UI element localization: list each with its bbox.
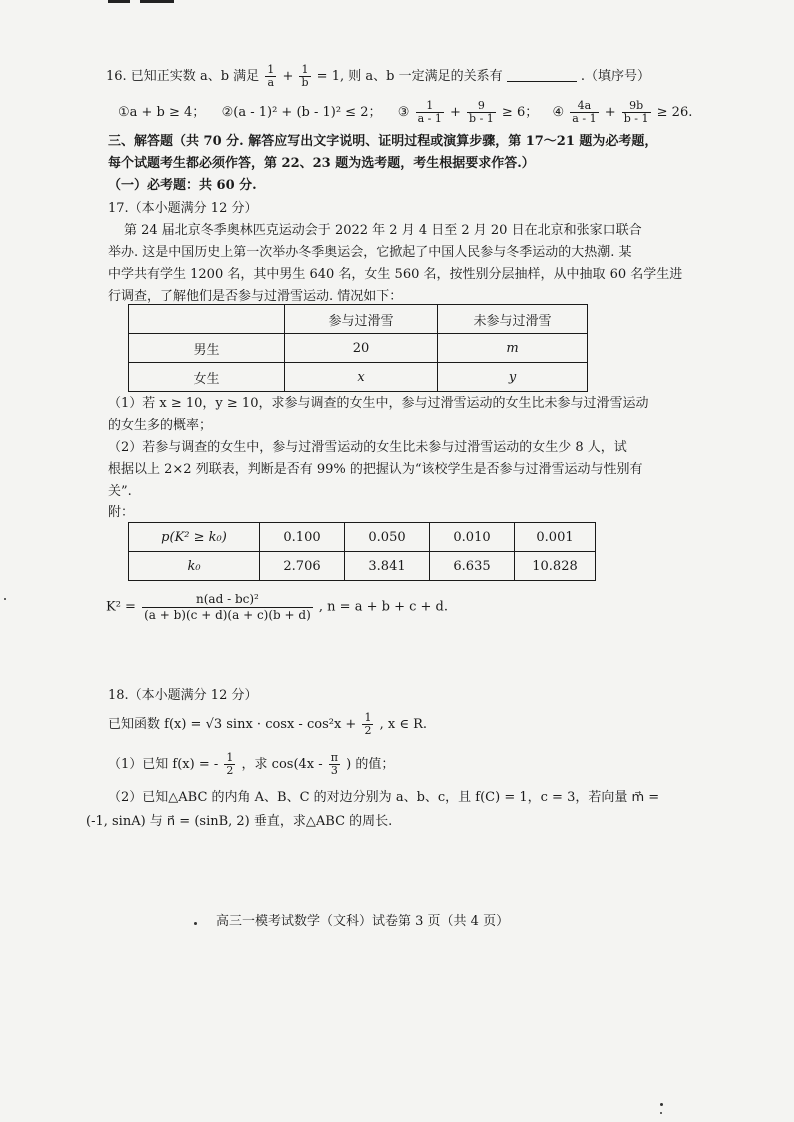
table-cell: x — [285, 363, 438, 392]
q17-part1-cont: 的女生多的概率； — [108, 418, 213, 433]
scan-mark — [140, 0, 174, 3]
fraction — [224, 752, 235, 777]
appendix-label: 附： — [108, 505, 135, 520]
formula-tail: , n = a + b + c + d. — [318, 599, 448, 615]
scan-speck — [4, 598, 6, 600]
q18-part2: （2）已知△ABC 的内角 A、B、C 的对边分别为 a、b、c，且 f(C) = 1，c = 3，若向量 m⃗ = — [108, 790, 660, 805]
denominator: b - 1 — [623, 112, 649, 125]
q18-function — [108, 712, 427, 737]
q18-part1 — [108, 752, 394, 777]
denominator: 2 — [226, 764, 234, 777]
table-header-cell — [129, 305, 285, 334]
denominator: 2 — [364, 724, 372, 737]
denominator: a - 1 — [417, 112, 442, 125]
operator: + — [604, 105, 616, 120]
q16-options — [118, 100, 692, 125]
numerator: 4a — [570, 100, 598, 113]
q18-function-text: 已知函数 f(x) = √3 sinx · cosx - cos²x + — [108, 717, 357, 732]
q16-stem-text: .（填序号） — [580, 69, 650, 84]
scan-speck — [194, 922, 197, 925]
table-cell: 10.828 — [515, 552, 596, 581]
table-header-row — [129, 305, 588, 334]
table-cell: 女生 — [129, 363, 285, 392]
table-cell: 0.001 — [515, 523, 596, 552]
operator: + — [449, 105, 461, 120]
q17-paragraph: 行调查，了解他们是否参与过滑雪运动. 情况如下： — [108, 289, 403, 304]
numerator: 1 — [267, 63, 275, 76]
table-cell: 0.100 — [260, 523, 345, 552]
fraction — [362, 712, 373, 737]
section-heading-cont: 每个试题考生都必须作答，第 22、23 题为选考题，考生根据要求作答.） — [108, 156, 535, 171]
fraction — [570, 100, 598, 125]
q17-paragraph: 中学共有学生 1200 名，其中男生 640 名，女生 560 名，按性别分层抽样，从中抽取 60 名学生进 — [108, 267, 683, 282]
q18-title: 18.（本小题满分 12 分） — [108, 688, 258, 703]
denominator: (a + b)(c + d)(a + c)(b + d) — [144, 608, 311, 622]
q18-function-text: , x ∈ R. — [379, 717, 427, 732]
option-3: ③ — [397, 105, 410, 120]
operator: + — [282, 69, 294, 84]
q16-stem-text: = 1, 则 a、b 一定满足的关系有 — [316, 69, 503, 84]
fraction — [416, 100, 444, 125]
fraction — [622, 100, 651, 125]
q18-part1-text: ，求 cos(4x - — [241, 757, 323, 772]
q16-stem — [106, 64, 650, 89]
fraction — [329, 752, 340, 777]
table-cell: 0.050 — [345, 523, 430, 552]
table-cell: 男生 — [129, 334, 285, 363]
table-cell: 2.706 — [260, 552, 345, 581]
subsection-heading: （一）必考题：共 60 分. — [108, 178, 257, 193]
numerator: 1 — [364, 711, 372, 724]
scan-speck — [660, 1112, 662, 1114]
table-cell: y — [438, 363, 588, 392]
q18-part1-text: （1）已知 f(x) = - — [108, 757, 219, 772]
numerator: 1 — [299, 64, 310, 77]
scan-speck — [660, 1103, 663, 1106]
table-cell: 0.010 — [430, 523, 515, 552]
formula-lhs: K² = — [106, 599, 136, 615]
numerator: n(ad - bc)² — [142, 592, 313, 608]
option-3-suffix: ≥ 6； — [501, 105, 539, 120]
table-row — [129, 552, 596, 581]
scan-mark — [108, 0, 130, 3]
section-heading: 三、解答题（共 70 分. 解答应写出文字说明、证明过程或演算步骤，第 17～21 题为必考题， — [108, 134, 658, 149]
numerator: 1 — [416, 100, 444, 113]
numerator: 1 — [226, 751, 234, 764]
numerator: π — [330, 751, 339, 764]
fraction — [299, 64, 310, 89]
q17-part2: （2）若参与调查的女生中，参与过滑雪运动的女生比未参与过滑雪运动的女生少 8 人，试 — [108, 440, 627, 455]
answer-blank[interactable] — [507, 67, 577, 82]
option-4-suffix: ≥ 26. — [656, 105, 693, 120]
denominator: a — [267, 76, 275, 89]
fraction — [467, 100, 496, 125]
critical-value-table — [128, 522, 596, 581]
q16-stem-text: 16. 已知正实数 a、b 满足 — [106, 69, 260, 84]
denominator: b - 1 — [469, 112, 494, 125]
table-cell: 3.841 — [345, 552, 430, 581]
q17-part2-cont: 关”. — [108, 484, 132, 499]
q17-part1: （1）若 x ≥ 10，y ≥ 10，求参与调查的女生中，参与过滑雪运动的女生比未参与过滑雪运动 — [108, 396, 649, 411]
q18-part2-cont: (-1, sinA) 与 n⃗ = (sinB, 2) 垂直，求△ABC 的周长. — [86, 814, 393, 829]
q17-title: 17.（本小题满分 12 分） — [108, 201, 258, 216]
q17-part2-cont: 根据以上 2×2 列联表，判断是否有 99% 的把握认为“该校学生是否参与过滑雪运动与性别有 — [108, 462, 643, 477]
table-cell: 6.635 — [430, 552, 515, 581]
option-1: ①a + b ≥ 4； — [118, 105, 206, 120]
denominator: b — [301, 76, 309, 89]
contingency-table — [128, 304, 588, 392]
option-4: ④ — [552, 105, 565, 120]
page-footer: 高三一模考试数学（文科）试卷第 3 页（共 4 页） — [216, 914, 510, 929]
q18-part1-text: ) 的值； — [346, 757, 395, 772]
numerator: 9 — [467, 100, 496, 113]
numerator: 9b — [622, 100, 651, 113]
denominator: 3 — [330, 764, 338, 777]
table-cell: m — [438, 334, 588, 363]
q17-paragraph: 第 24 届北京冬季奥林匹克运动会于 2022 年 2 月 4 日至 2 月 20 日在北京和张家口联合 — [124, 223, 642, 238]
table-cell: p(K² ≥ k₀) — [129, 523, 260, 552]
table-row — [129, 523, 596, 552]
fraction — [265, 64, 276, 89]
table-cell: k₀ — [129, 552, 260, 581]
option-2: ②(a - 1)² + (b - 1)² ≤ 2； — [221, 105, 382, 120]
formula-fraction — [142, 592, 313, 623]
table-row — [129, 363, 588, 392]
table-row — [129, 334, 588, 363]
table-header-cell: 未参与过滑雪 — [438, 305, 588, 334]
chi-square-formula — [106, 592, 448, 623]
table-cell: 20 — [285, 334, 438, 363]
denominator: a - 1 — [572, 112, 597, 125]
table-header-cell: 参与过滑雪 — [285, 305, 438, 334]
q17-paragraph: 举办. 这是中国历史上第一次举办冬季奥运会，它掀起了中国人民参与冬季运动的大热潮. 某 — [108, 245, 632, 260]
